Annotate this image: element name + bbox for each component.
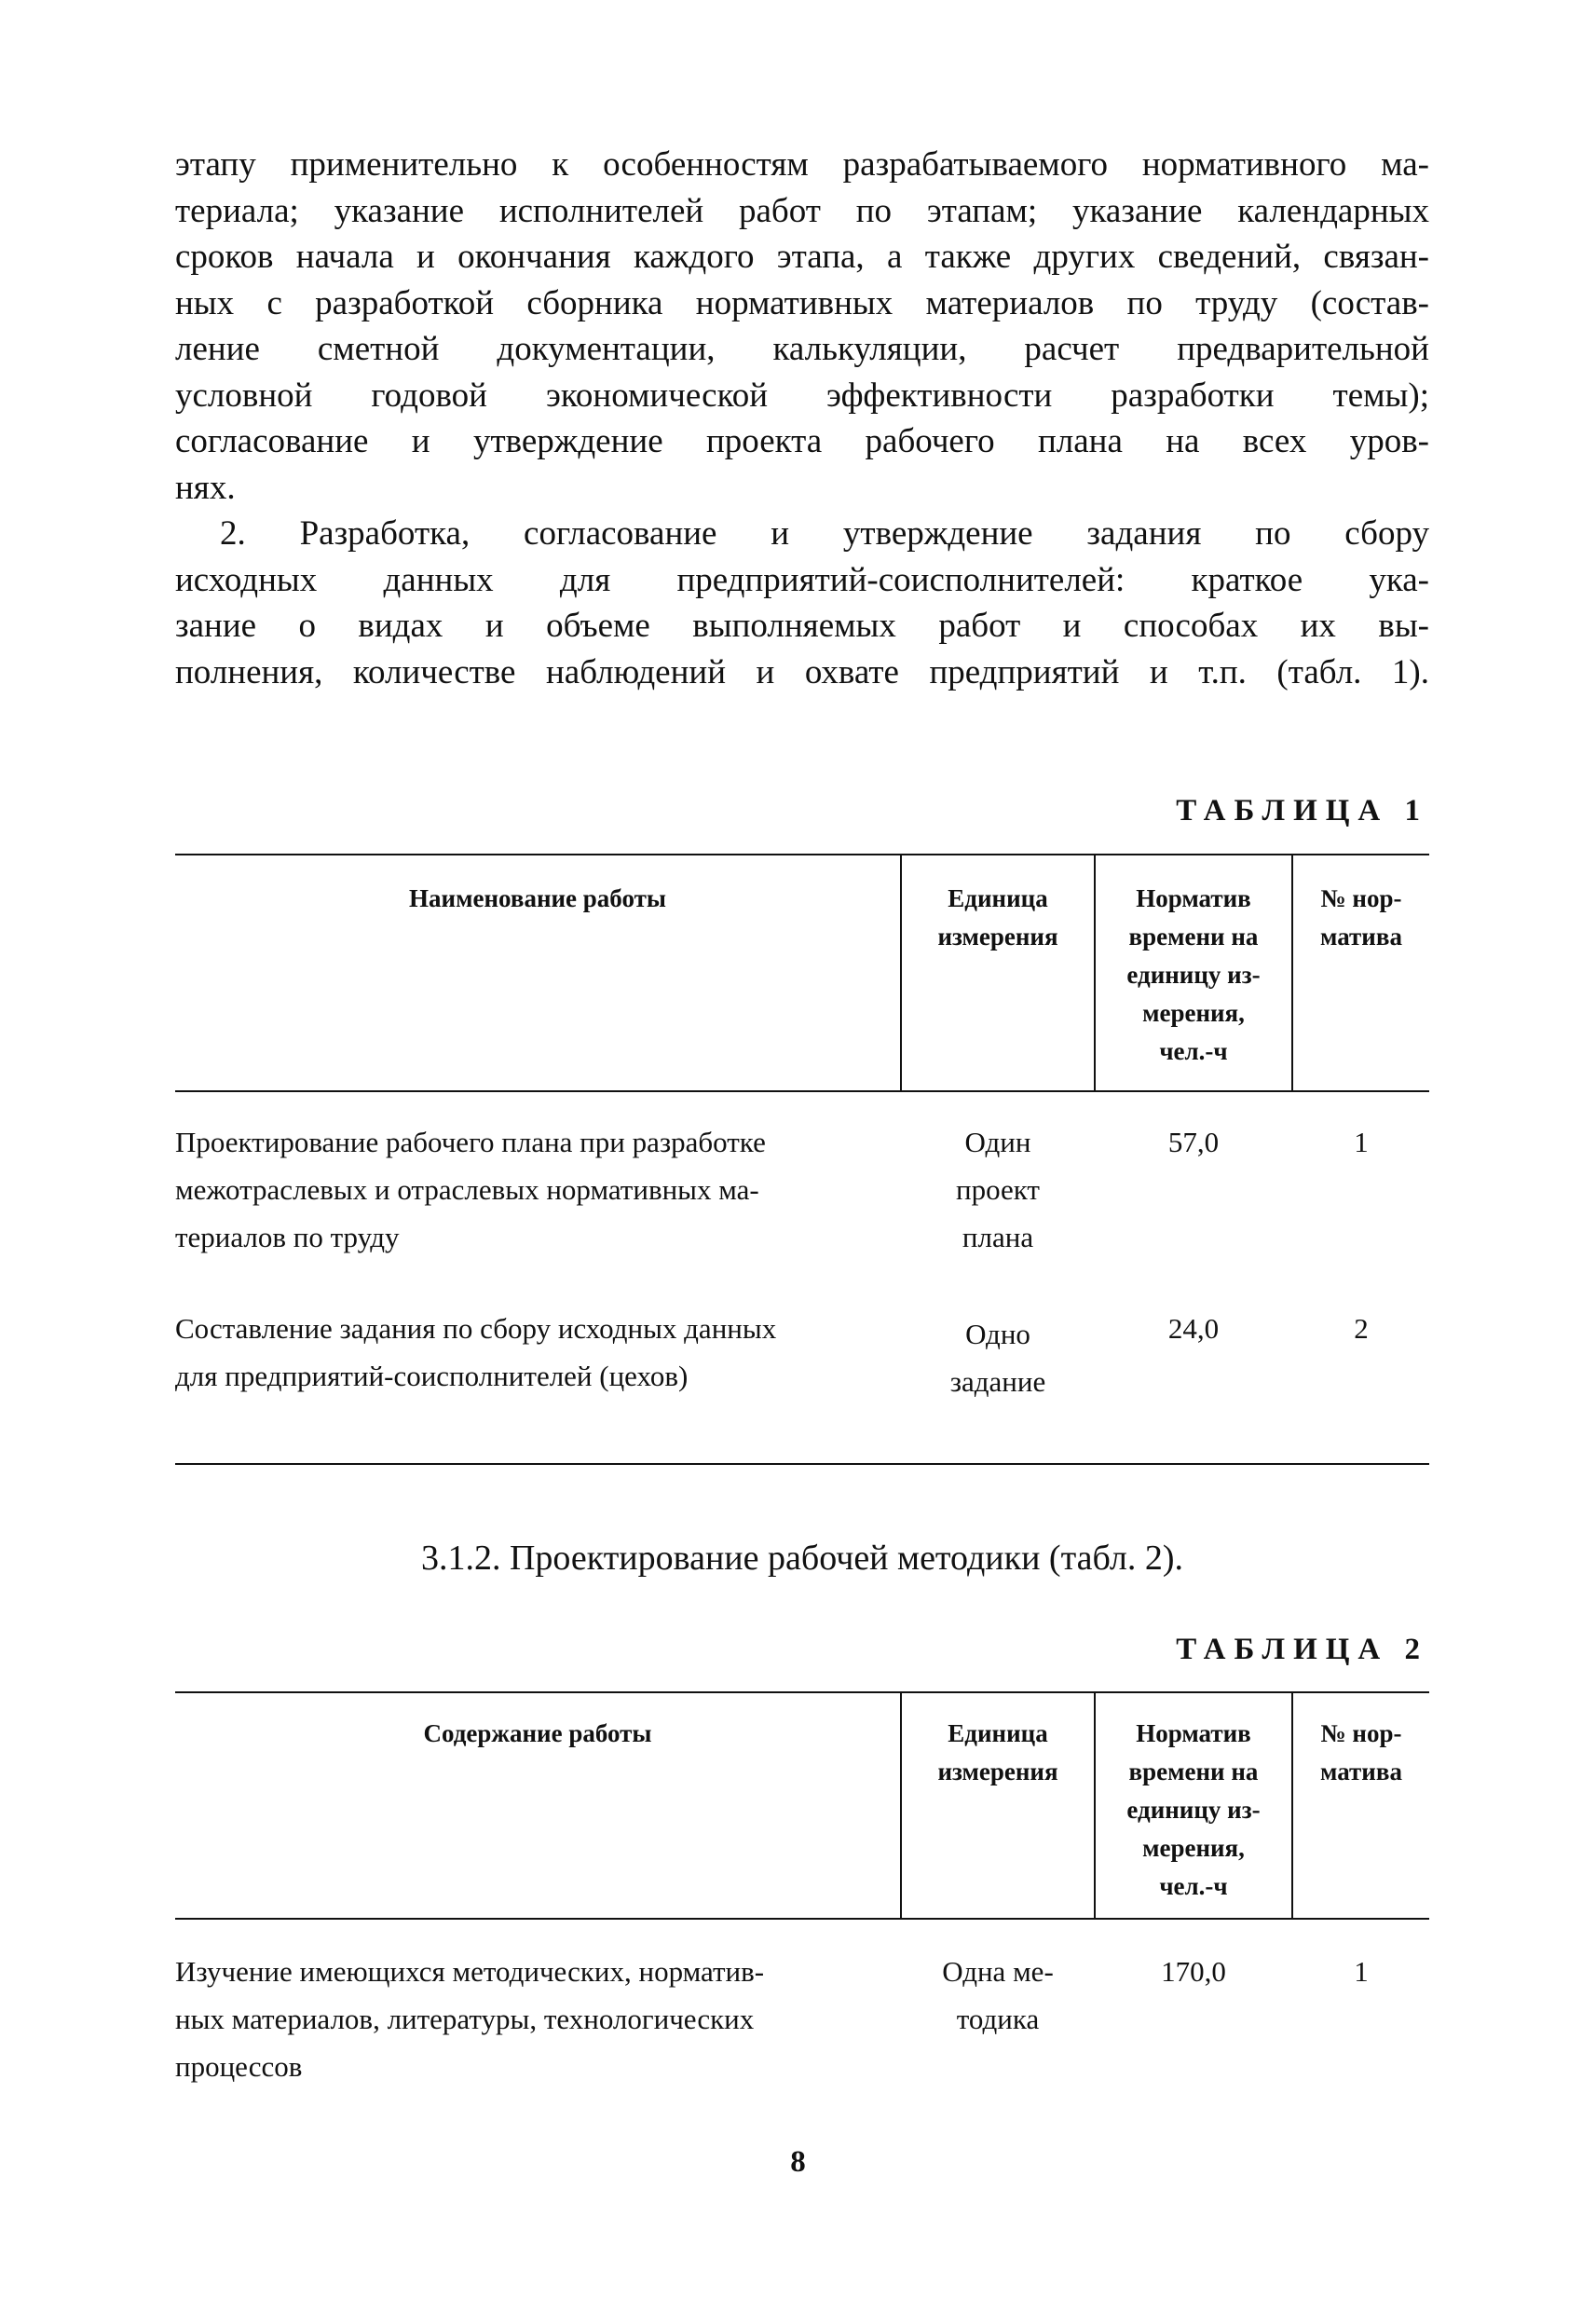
cell-line: Проектирование рабочего плана при разработке [175,1126,766,1158]
header-text: мерения, [1142,1834,1245,1862]
cell-line: задание [949,1365,1046,1398]
header-text: Содержание работы [423,1719,652,1747]
cell-line: ных материалов, литературы, технологических [175,2003,755,2035]
table2-top-rule [175,1691,1429,1693]
header-text: единицу из- [1126,1796,1261,1824]
cell-line: Составление задания по сбору исходных данных [175,1312,777,1345]
header-text: времени на [1128,1758,1259,1785]
header-text: чел.-ч [1159,1037,1228,1065]
body-paragraph-2 [175,511,1429,695]
table2-label: ТАБЛИЦА 2 [1176,1633,1428,1666]
header-text: № нор- [1320,1719,1402,1747]
table2-header-rule [175,1918,1429,1920]
paragraph-line: исходных данных для предприятий-соисполнителей: краткое ука- [175,560,1429,599]
header-text: Единица [948,1719,1048,1747]
header-text: матива [1320,923,1402,951]
header-text: Наименование работы [409,884,666,912]
paragraph-line: зание о видах и объеме выполняемых работ и способах их вы- [175,607,1429,645]
header-text: № нор- [1320,884,1402,912]
paragraph-line: полнения, количестве наблюдений и охвате предприятий и т.п. (табл. 1). [175,652,1429,691]
header-text: мерения, [1142,999,1245,1027]
cell-line: тодика [956,2003,1040,2035]
table2-header-unit [902,1715,1094,1791]
cell-line: проект [956,1173,1040,1206]
paragraph-line: сроков начала и окончания каждого этапа, а также других сведений, связан- [175,238,1429,276]
header-text: Норматив [1136,884,1251,912]
table2-header-norm [1096,1715,1291,1906]
paragraph-line: териала; указание исполнителей работ по этапам; указание календарных [175,191,1429,230]
header-text: измерения [937,1758,1058,1785]
header-text: Норматив [1136,1719,1251,1747]
table-row-unit [902,1310,1094,1405]
cell-line: для предприятий-соисполнителей (цехов) [175,1360,689,1392]
table-row-num: 1 [1354,1126,1369,1158]
table-row-unit [902,1948,1094,2043]
cell-line: процессов [175,2050,303,2083]
cell-line: плана [962,1221,1034,1253]
cell-line: Изучение имеющихся методических, норматив- [175,1955,765,1988]
table1-header-num [1293,880,1429,956]
header-text: Единица [948,884,1048,912]
cell-line: Одна ме- [942,1955,1054,1988]
paragraph-line: этапу применительно к особенностям разрабатываемого нормативного ма- [175,145,1429,184]
table2-header-num [1293,1715,1429,1791]
paragraph-line: 2. Разработка, согласование и утверждение задания по сбору [220,514,1429,553]
paragraph-line: условной годовой экономической эффективности разработки темы); [175,376,1429,415]
table2-header-name [175,1715,900,1753]
header-text: единицу из- [1126,961,1261,989]
header-text: времени на [1128,923,1259,951]
paragraph-line: нях. [175,468,236,507]
cell-line: териалов по труду [175,1221,400,1253]
table-row-norm: 57,0 [1167,1126,1220,1158]
table1-header-name [175,880,900,918]
table1-top-rule [175,854,1429,855]
table-row-name [175,1118,900,1261]
cell-line: Один [964,1126,1031,1158]
cell-line: межотраслевых и отраслевых нормативных ма- [175,1173,759,1206]
header-text: измерения [937,923,1058,951]
table-row-norm: 24,0 [1167,1312,1220,1345]
paragraph-line: ление сметной документации, калькуляции, расчет предварительной [175,330,1429,368]
page-number: 8 [790,2145,806,2179]
table-row-num: 1 [1354,1955,1369,1988]
paragraph-line: ных с разработкой сборника нормативных материалов по труду (состав- [175,283,1429,322]
table1-header-rule [175,1090,1429,1092]
paragraph-line: согласование и утверждение проекта рабочего плана на всех уров- [175,422,1429,460]
body-paragraph-1 [175,142,1429,511]
table-row-name [175,1305,900,1400]
table1-bottom-rule [175,1463,1429,1465]
cell-line: Одно [965,1318,1030,1350]
table1-header-unit [902,880,1094,956]
table-row-num: 2 [1354,1312,1369,1345]
table1-header-norm [1096,880,1291,1071]
header-text: чел.-ч [1159,1872,1228,1900]
table-row-name [175,1948,900,2090]
table1-label: ТАБЛИЦА 1 [1176,794,1428,828]
table-row-unit [902,1118,1094,1261]
section-subheading: 3.1.2. Проектирование рабочей методики (табл. 2). [420,1539,1184,1578]
table-row-norm: 170,0 [1161,1955,1226,1988]
header-text: матива [1320,1758,1402,1785]
